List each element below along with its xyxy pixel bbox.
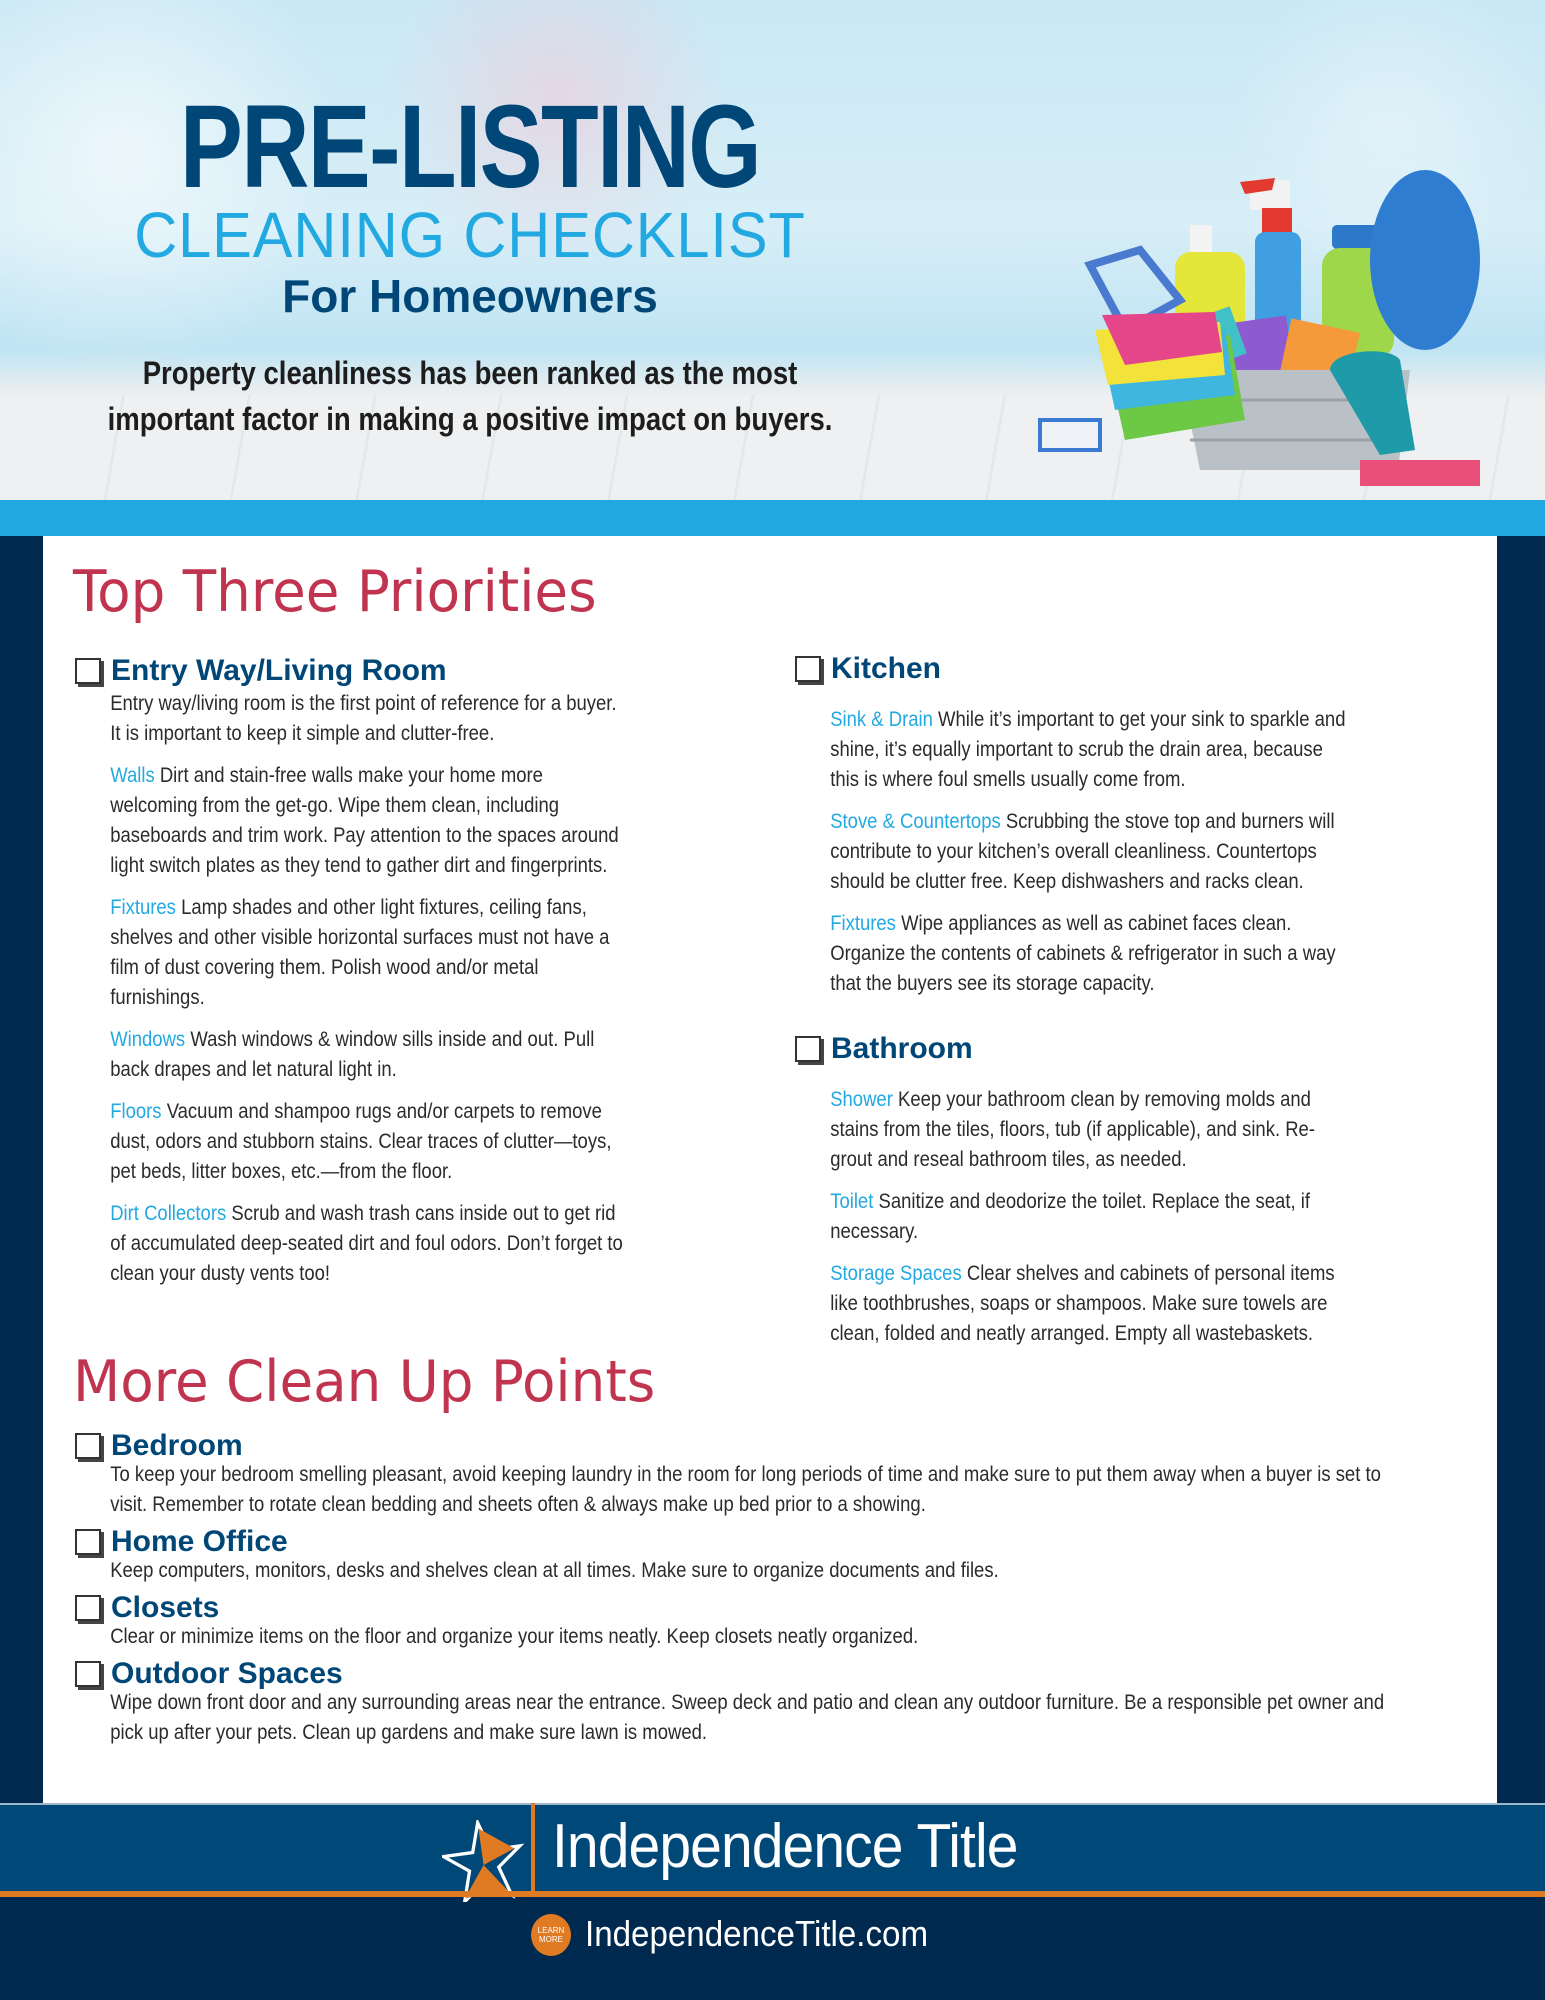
section-kitchen <box>795 653 1425 999</box>
list-item <box>795 1085 1349 1175</box>
list-item <box>75 761 629 881</box>
item-text: To keep your bedroom smelling pleasant, avoid keeping laundry in the room for long periods of time and make sure to put them away when a buyer is set to visit. Remember to rotate clean bedding and sheets often & always make up bed prior to a showing. <box>110 1463 1381 1516</box>
list-item <box>75 893 629 1013</box>
item-text: Dirt and stain-free walls make your home more welcoming from the get-go. Wipe them clean, including baseboards and trim work. Pay attention to the spaces around light switch plates as they tend to gather dirt and fingerprints. <box>110 764 619 877</box>
checkbox-entry-way[interactable] <box>75 658 101 684</box>
list-item <box>795 1187 1349 1247</box>
item-text: Wipe appliances as well as cabinet faces clean. Organize the contents of cabinets & refrigerator in such a way that the buyers see its storage capacity. <box>830 912 1336 995</box>
section-bedroom <box>75 1429 1545 1520</box>
brand-name: Independence Title <box>552 1812 1018 1881</box>
learn-more-line-1: LEARN <box>537 1926 565 1935</box>
title-pre-listing: PRE-LISTING <box>179 81 761 213</box>
footer-orange-rule <box>0 1891 1545 1897</box>
item-text: Keep computers, monitors, desks and shelves clean at all times. Make sure to organize documents and files. <box>110 1559 999 1582</box>
list-item <box>75 1025 629 1085</box>
tagline-line-2: important factor in making a positive impact on buyers. <box>107 401 833 437</box>
item-text: Clear shelves and cabinets of personal items like toothbrushes, soaps or shampoos. Make sure towels are clean, folded and neatly arranged. Empty all wastebaskets. <box>830 1262 1335 1345</box>
checkbox-home-office[interactable] <box>75 1529 101 1555</box>
title-cleaning-checklist: CLEANING CHECKLIST <box>134 199 806 271</box>
list-item <box>75 1199 629 1289</box>
item-key: Toilet <box>830 1190 874 1213</box>
section-title: Outdoor Spaces <box>111 1657 343 1690</box>
microfiber-duster <box>1370 170 1480 350</box>
list-item <box>795 1259 1349 1349</box>
list-item <box>75 1097 629 1187</box>
item-key: Windows <box>110 1028 186 1051</box>
checkbox-bathroom[interactable] <box>795 1036 821 1062</box>
title-for-homeowners: For Homeowners <box>282 270 658 322</box>
item-key: Dirt Collectors <box>110 1202 227 1225</box>
section-outdoor-spaces <box>75 1657 1545 1748</box>
item-key: Stove & Countertops <box>830 810 1001 833</box>
header-banner <box>0 0 1545 500</box>
section-title: Bathroom <box>831 1032 973 1065</box>
heading-top-three-priorities: Top Three Priorities <box>73 559 597 625</box>
spray-cap <box>1262 208 1292 234</box>
item-text: Lamp shades and other light fixtures, ceiling fans, shelves and other visible horizontal surfaces must not have a film of dust covering them. Polish wood and/or metal furnishings. <box>110 896 610 1009</box>
item-text: Scrub and wash trash cans inside out to get rid of accumulated deep-seated dirt and foul odors. Don’t forget to clean your dusty vents too! <box>110 1202 623 1285</box>
item-key: Floors <box>110 1100 162 1123</box>
item-text: Wipe down front door and any surrounding areas near the entrance. Sweep deck and patio and clean any outdoor furniture. Be a responsible pet owner and pick up after your pets. Clean up gardens and make sure lawn is mowed. <box>110 1691 1385 1744</box>
tagline-line-1: Property cleanliness has been ranked as the most <box>142 355 798 391</box>
item-key: Storage Spaces <box>830 1262 962 1285</box>
checkbox-bedroom[interactable] <box>75 1433 101 1459</box>
scrub-brush <box>1040 420 1100 450</box>
list-item <box>795 705 1349 795</box>
item-key: Shower <box>830 1088 893 1111</box>
section-title: Home Office <box>111 1525 288 1558</box>
item-key: Sink & Drain <box>830 708 933 731</box>
yellow-bottle-cap <box>1190 225 1212 255</box>
section-title: Kitchen <box>831 652 942 685</box>
item-text: Keep your bathroom clean by removing molds and stains from the tiles, floors, tub (if applicable), and sink. Re-grout and reseal bathroom tiles, as needed. <box>830 1088 1315 1171</box>
item-text: Vacuum and shampoo rugs and/or carpets to remove dust, odors and stubborn stains. Clear traces of clutter—toys, pet beds, litter boxes, etc.—from the floor. <box>110 1100 612 1183</box>
section-bathroom <box>795 1033 1425 1349</box>
section-closets <box>75 1591 1545 1652</box>
item-text: Scrubbing the stove top and burners will contribute to your kitchen’s overall cleanliness. Countertops should be clutter free. Keep dishwashers and racks clean. <box>830 810 1335 893</box>
section-entry-way <box>75 655 705 1289</box>
section-more-points <box>75 1429 1545 1748</box>
list-item <box>795 909 1349 999</box>
item-text: Sanitize and deodorize the toilet. Replace the seat, if necessary. <box>830 1190 1310 1243</box>
item-key: Fixtures <box>110 896 176 919</box>
checklist-panel <box>43 536 1497 1803</box>
learn-more-line-2: MORE <box>539 1935 563 1944</box>
section-title: Entry Way/Living Room <box>111 654 447 687</box>
footer-divider <box>531 1803 535 1893</box>
star-logo-icon <box>442 1820 524 1902</box>
heading-more-clean-up-points: More Clean Up Points <box>73 1349 656 1415</box>
learn-more-badge[interactable] <box>531 1914 571 1956</box>
item-text: Wash windows & window sills inside and out. Pull back drapes and let natural light in. <box>110 1028 595 1081</box>
entry-intro: Entry way/living room is the first point of reference for a buyer. It is important to keep it simple and clutter-free. <box>110 692 617 745</box>
list-item <box>795 807 1349 897</box>
website-link[interactable]: IndependenceTitle.com <box>585 1913 929 1954</box>
checkbox-closets[interactable] <box>75 1595 101 1621</box>
item-key: Fixtures <box>830 912 896 935</box>
pink-sponge <box>1360 460 1480 486</box>
checkbox-kitchen[interactable] <box>795 656 821 682</box>
item-key: Walls <box>110 764 155 787</box>
checkbox-outdoor-spaces[interactable] <box>75 1661 101 1687</box>
cleaning-supplies-image <box>1030 90 1500 490</box>
item-text: Clear or minimize items on the floor and organize your items neatly. Keep closets neatly organized. <box>110 1625 919 1648</box>
accent-stripe <box>0 500 1545 536</box>
item-text: While it’s important to get your sink to sparkle and shine, it’s equally important to scrub the drain area, because this is where foul smells usually come from. <box>830 708 1346 791</box>
section-home-office <box>75 1525 1545 1586</box>
section-title: Closets <box>111 1591 220 1624</box>
tagline <box>100 350 840 442</box>
section-title: Bedroom <box>111 1429 243 1462</box>
